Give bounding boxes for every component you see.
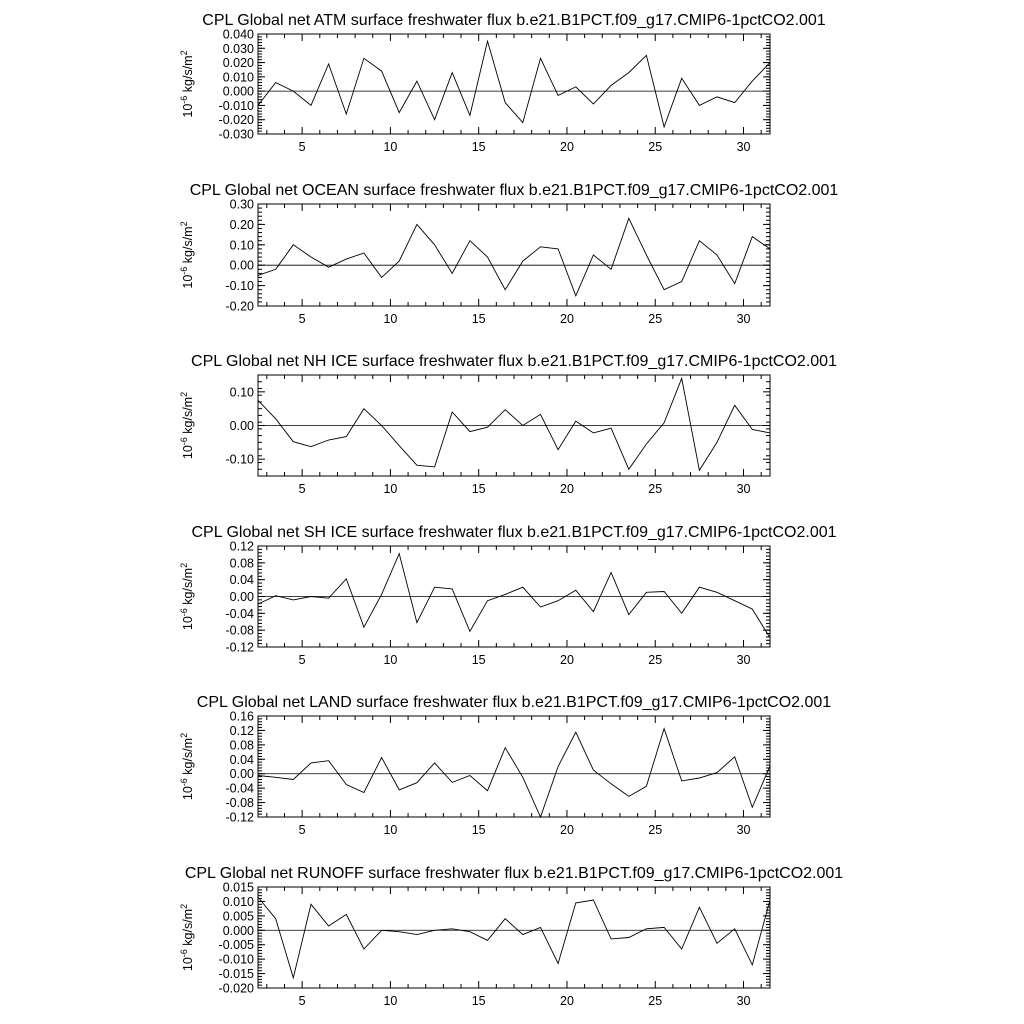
y-tick-label: -0.020 — [218, 113, 254, 128]
y-axis-label-exponent: -6 — [179, 437, 189, 446]
y-tick-label: -0.010 — [218, 952, 254, 967]
y-axis-label-base: 10 — [181, 786, 195, 801]
y-axis-label-square: 2 — [179, 732, 189, 738]
series-line — [258, 41, 770, 127]
y-tick-label: 0.30 — [229, 197, 254, 212]
y-tick-label: -0.005 — [218, 938, 254, 953]
y-axis-label-square: 2 — [179, 221, 189, 227]
x-tick-label: 5 — [298, 823, 306, 837]
series-line — [258, 897, 770, 978]
y-tick-label: -0.10 — [225, 452, 254, 467]
x-tick-label: 10 — [383, 653, 398, 667]
y-tick-label: 0.12 — [229, 539, 254, 554]
x-tick-label: 15 — [471, 823, 486, 837]
x-tick-label: 25 — [648, 140, 663, 154]
chart-title: CPL Global net ATM surface freshwater flux b.e21.B1PCT.f09_g17.CMIP6-1pctCO2.001 — [202, 12, 826, 29]
y-axis-label-square: 2 — [179, 391, 189, 397]
x-tick-label: 5 — [298, 140, 306, 154]
x-tick-label: 25 — [648, 653, 663, 667]
y-axis-label-square: 2 — [179, 903, 189, 909]
x-tick-label: 25 — [648, 312, 663, 326]
x-tick-label: 20 — [560, 482, 574, 496]
plot-frame — [258, 716, 770, 817]
y-axis-label — [179, 904, 195, 971]
y-axis-label-square: 2 — [179, 50, 189, 56]
x-tick-label: 15 — [471, 312, 486, 326]
y-tick-label: -0.08 — [225, 623, 254, 638]
x-tick-label: 20 — [560, 140, 574, 154]
x-tick-label: 5 — [298, 312, 306, 326]
y-tick-label: 0.010 — [222, 894, 254, 909]
x-tick-label: 20 — [560, 823, 574, 837]
x-tick-label: 10 — [383, 140, 398, 154]
series-line — [258, 554, 770, 638]
y-tick-label: 0.010 — [222, 70, 254, 85]
y-axis-label-unit: kg/s/m — [181, 55, 195, 96]
y-axis-label-base: 10 — [181, 957, 195, 972]
x-tick-label: 20 — [560, 994, 574, 1008]
chart-panel-3 — [179, 353, 837, 496]
chart-panel-6 — [179, 865, 843, 1008]
y-axis-label-square: 2 — [179, 562, 189, 568]
y-axis-label-unit: kg/s/m — [181, 226, 195, 267]
y-axis-label-exponent: -6 — [179, 778, 189, 787]
x-tick-label: 25 — [648, 823, 663, 837]
chart-title: CPL Global net NH ICE surface freshwater flux b.e21.B1PCT.f09_g17.CMIP6-1pctCO2.001 — [191, 353, 837, 370]
y-tick-label: -0.12 — [225, 810, 254, 825]
x-tick-label: 5 — [298, 994, 306, 1008]
y-tick-label: -0.10 — [225, 279, 254, 294]
y-tick-label: 0.04 — [229, 573, 254, 588]
y-axis-label — [179, 221, 195, 288]
x-tick-label: 10 — [383, 994, 398, 1008]
x-tick-label: 10 — [383, 482, 398, 496]
y-tick-label: 0.16 — [229, 709, 254, 724]
chart-panel-5 — [179, 694, 831, 837]
y-axis-label-unit: kg/s/m — [181, 567, 195, 609]
y-tick-label: -0.020 — [218, 981, 254, 996]
y-tick-label: -0.08 — [225, 796, 254, 811]
y-tick-label: 0.10 — [229, 385, 254, 400]
y-tick-label: -0.010 — [218, 98, 254, 113]
y-axis-label-exponent: -6 — [179, 949, 189, 958]
y-axis-label-unit: kg/s/m — [181, 396, 195, 438]
x-tick-label: 20 — [560, 653, 574, 667]
y-tick-label: -0.04 — [225, 606, 254, 621]
series-line — [258, 218, 770, 295]
y-axis-label-base: 10 — [181, 103, 195, 118]
y-tick-label: 0.00 — [229, 258, 254, 273]
y-tick-label: -0.030 — [218, 127, 254, 142]
y-tick-label: 0.020 — [222, 56, 254, 71]
x-tick-label: 30 — [736, 482, 751, 496]
x-tick-label: 15 — [471, 482, 486, 496]
y-tick-label: 0.00 — [229, 419, 254, 433]
y-axis-label — [179, 563, 195, 630]
y-tick-label: 0.000 — [222, 84, 254, 99]
x-tick-label: 25 — [648, 482, 663, 496]
x-tick-label: 10 — [383, 312, 398, 326]
x-tick-label: 25 — [648, 994, 663, 1008]
x-tick-label: 30 — [736, 823, 751, 837]
x-tick-label: 15 — [471, 994, 486, 1008]
y-axis-label-exponent: -6 — [179, 608, 189, 617]
chart-title: CPL Global net RUNOFF surface freshwater flux b.e21.B1PCT.f09_g17.CMIP6-1pctCO2.001 — [184, 865, 844, 882]
y-tick-label: -0.04 — [225, 781, 254, 796]
chart-title: CPL Global net SH ICE surface freshwater flux b.e21.B1PCT.f09_g17.CMIP6-1pctCO2.001 — [191, 524, 837, 541]
chart-title: CPL Global net OCEAN surface freshwater flux b.e21.B1PCT.f09_g17.CMIP6-1pctCO2.001 — [189, 182, 839, 199]
y-tick-label: 0.005 — [222, 909, 254, 924]
x-tick-label: 30 — [736, 994, 751, 1008]
x-tick-label: 15 — [471, 140, 486, 154]
y-axis-label-exponent: -6 — [179, 266, 189, 275]
y-axis-label — [179, 50, 195, 117]
y-tick-label: -0.20 — [225, 299, 254, 314]
plot-frame — [258, 887, 770, 988]
x-tick-label: 15 — [471, 653, 486, 667]
series-line — [258, 729, 770, 817]
y-axis-label-base: 10 — [181, 616, 195, 631]
y-tick-label: 0.08 — [229, 556, 254, 571]
y-axis-label-base: 10 — [181, 445, 195, 460]
y-tick-label: 0.04 — [229, 752, 254, 767]
series-line — [258, 378, 770, 470]
y-tick-label: -0.015 — [218, 967, 254, 982]
y-axis-label-unit: kg/s/m — [181, 737, 195, 779]
x-tick-label: 30 — [736, 653, 751, 667]
chart-panel-4 — [179, 524, 837, 667]
y-axis-label — [179, 392, 195, 459]
chart-panel-2 — [179, 182, 838, 326]
x-tick-label: 30 — [736, 312, 751, 326]
y-tick-label: 0.10 — [229, 238, 254, 253]
y-axis-label — [179, 733, 195, 800]
y-axis-label-unit: kg/s/m — [181, 908, 195, 950]
y-tick-label: 0.08 — [229, 738, 254, 753]
y-axis-label-exponent: -6 — [179, 95, 189, 104]
x-tick-label: 10 — [383, 823, 398, 837]
y-tick-label: -0.12 — [225, 640, 254, 655]
x-tick-label: 5 — [298, 482, 306, 496]
y-tick-label: 0.030 — [222, 41, 254, 56]
x-tick-label: 5 — [298, 653, 306, 667]
x-tick-label: 30 — [736, 140, 751, 154]
y-tick-label: 0.00 — [229, 590, 254, 604]
plot-frame — [258, 34, 770, 134]
y-tick-label: 0.015 — [222, 880, 254, 895]
y-axis-label-base: 10 — [181, 274, 195, 289]
chart-title: CPL Global net LAND surface freshwater flux b.e21.B1PCT.f09_g17.CMIP6-1pctCO2.001 — [196, 694, 832, 711]
y-tick-label: 0.00 — [229, 767, 254, 782]
y-tick-label: 0.20 — [229, 217, 254, 232]
chart-panel-1 — [179, 12, 826, 154]
x-tick-label: 20 — [560, 312, 574, 326]
y-tick-label: 0.000 — [222, 923, 254, 938]
y-tick-label: 0.040 — [222, 27, 254, 42]
y-tick-label: 0.12 — [229, 723, 254, 738]
